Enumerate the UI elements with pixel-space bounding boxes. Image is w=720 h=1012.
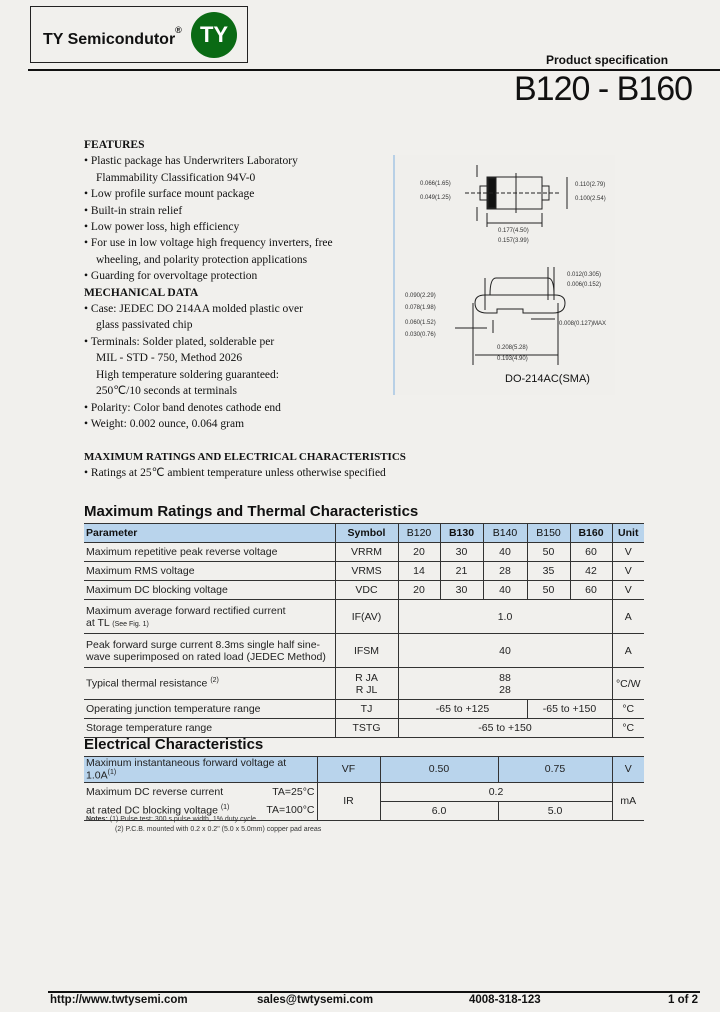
value-cell: 50 <box>527 543 570 562</box>
value-text: 88 <box>499 671 511 684</box>
value-cell: 20 <box>398 543 440 562</box>
value-cell: 40 <box>483 543 527 562</box>
mech-item: • Case: JEDEC DO 214AA molded plastic over <box>84 303 303 316</box>
unit-cell: V <box>612 581 644 600</box>
param-cell: Maximum DC blocking voltage <box>84 581 335 600</box>
dim-label: 0.208(5.28) <box>497 345 528 351</box>
param-cell: Operating junction temperature range <box>84 700 335 719</box>
table-row <box>84 600 644 634</box>
dim-label: 0.110(2.79) <box>575 182 606 188</box>
value-cell: 1.0 <box>398 600 612 634</box>
symbol-text: R JL <box>355 683 378 696</box>
param-cell <box>84 600 335 634</box>
table-row <box>84 562 644 581</box>
ratings-heading: MAXIMUM RATINGS AND ELECTRICAL CHARACTERISTICS <box>84 451 406 463</box>
symbol-cell: VDC <box>335 581 398 600</box>
unit-cell: A <box>612 634 644 668</box>
max-ratings-table <box>84 523 644 738</box>
param-cell: Maximum RMS voltage <box>84 562 335 581</box>
symbol-cell: VRMS <box>335 562 398 581</box>
table-row <box>84 634 644 668</box>
col-header: B150 <box>527 524 570 543</box>
symbol-cell: IFSM <box>335 634 398 668</box>
unit-cell: V <box>612 562 644 581</box>
mech-item: • Terminals: Solder plated, solderable per <box>84 335 275 348</box>
table-row <box>84 782 644 801</box>
feature-item: Flammability Classification 94V-0 <box>96 171 256 184</box>
col-header: B140 <box>483 524 527 543</box>
feature-item: • Low power loss, high efficiency <box>84 221 240 234</box>
table-row <box>84 543 644 562</box>
page-title: B120 - B160 <box>514 70 693 108</box>
footnote-ref: (1) <box>220 804 230 811</box>
dim-label: 0.100(2.54) <box>575 196 606 202</box>
param-cell: Maximum repetitive peak reverse voltage <box>84 543 335 562</box>
dim-label: 0.030(0.76) <box>405 332 436 338</box>
value-cell: 30 <box>440 581 483 600</box>
logo-mark: TY <box>191 12 237 58</box>
unit-cell: °C <box>612 700 644 719</box>
param-cell <box>84 668 335 700</box>
param-text: at TL <box>86 616 110 629</box>
feature-item: wheeling, and polarity protection applications <box>96 253 308 266</box>
note-item: (2) P.C.B. mounted with 0.2 x 0.2" (5.0 x 5.0mm) copper pad areas <box>115 826 322 833</box>
unit-cell: mA <box>612 782 644 820</box>
note-item: (1) Pulse test: 300 s pulse width, 1% duty cycle <box>109 816 257 823</box>
unit-cell: V <box>612 757 644 783</box>
dim-label: 0.006(0.152) <box>567 282 602 288</box>
symbol-cell: TJ <box>335 700 398 719</box>
value-cell <box>398 668 612 700</box>
mechanical-heading: MECHANICAL DATA <box>84 286 199 299</box>
table-row <box>84 668 644 700</box>
value-cell: 42 <box>570 562 612 581</box>
dim-label: 0.193(4.90) <box>497 356 528 362</box>
condition-cell: TA=100°C <box>252 801 317 820</box>
symbol-text: R JA <box>355 671 378 684</box>
symbol-cell: IR <box>317 782 380 820</box>
param-cell: Storage temperature range <box>84 719 335 738</box>
symbol-cell <box>335 668 398 700</box>
param-text: Typical thermal resistance <box>86 677 208 690</box>
footer-url[interactable]: http://www.twtysemi.com <box>50 994 188 1006</box>
param-cell <box>84 634 335 668</box>
dim-label: 0.012(0.305) <box>567 272 602 278</box>
col-header: B130 <box>440 524 483 543</box>
dim-label: 0.049(1.25) <box>420 195 451 201</box>
unit-cell: A <box>612 600 644 634</box>
param-note: (See Fig. 1) <box>112 620 149 628</box>
condition-cell: TA=25°C <box>252 782 317 801</box>
value-cell: 40 <box>398 634 612 668</box>
value-cell: 35 <box>527 562 570 581</box>
mech-item: MIL - STD - 750, Method 2026 <box>96 352 243 365</box>
value-cell: 30 <box>440 543 483 562</box>
company-logo <box>30 6 248 63</box>
symbol-cell: VF <box>317 757 380 783</box>
table-row <box>84 581 644 600</box>
value-cell: -65 to +150 <box>527 700 612 719</box>
notes-label: Notes: <box>86 816 108 823</box>
value-cell: 50 <box>527 581 570 600</box>
table1-title: Maximum Ratings and Thermal Characteristics <box>84 503 419 520</box>
value-cell: 0.75 <box>498 757 612 783</box>
electrical-table <box>84 756 644 821</box>
param-text: Peak forward surge current 8.3ms single half sine- <box>86 638 321 651</box>
value-cell: 14 <box>398 562 440 581</box>
registered-mark: ® <box>175 25 182 35</box>
col-header: Parameter <box>84 524 335 543</box>
dim-label: 0.060(1.52) <box>405 320 436 326</box>
dim-label: 0.157(3.99) <box>498 238 529 244</box>
feature-item: • Low profile surface mount package <box>84 188 255 201</box>
table-header-row <box>84 524 644 543</box>
value-cell: 6.0 <box>380 801 498 820</box>
value-cell: 5.0 <box>498 801 612 820</box>
value-cell: 0.2 <box>380 782 612 801</box>
col-header: Unit <box>612 524 644 543</box>
footnote-ref: (1) <box>107 769 117 776</box>
param-text: Maximum instantaneous forward voltage at 1.0A <box>86 757 287 782</box>
param-text: at rated DC blocking voltage <box>86 804 218 817</box>
notes <box>86 815 321 835</box>
dim-label: 0.177(4.50) <box>498 228 529 234</box>
dim-label: 0.090(2.29) <box>405 293 436 299</box>
value-cell: 0.50 <box>380 757 498 783</box>
feature-item: • For use in low voltage high frequency inverters, free <box>84 237 333 250</box>
param-text: Maximum average forward rectified current <box>86 604 286 617</box>
table-row <box>84 700 644 719</box>
page-number: 1 of 2 <box>668 994 699 1006</box>
param-cell: Maximum DC reverse current <box>84 782 252 801</box>
col-header: B160 <box>570 524 612 543</box>
table-row <box>84 757 644 783</box>
value-cell: -65 to +150 <box>398 719 612 738</box>
table-row <box>84 719 644 738</box>
param-cell <box>84 757 317 783</box>
mech-item: High temperature soldering guaranteed: <box>96 368 279 381</box>
feature-item: • Built-in strain relief <box>84 204 183 217</box>
value-cell: 28 <box>483 562 527 581</box>
value-text: 28 <box>499 683 511 696</box>
symbol-cell: IF(AV) <box>335 600 398 634</box>
mech-item: glass passivated chip <box>96 319 193 332</box>
product-specification: Product specification <box>546 53 669 67</box>
value-cell: 60 <box>570 581 612 600</box>
symbol-cell: TSTG <box>335 719 398 738</box>
dim-label: 0.008(0.127)MAX <box>559 321 607 327</box>
feature-item: • Plastic package has Underwriters Laboratory <box>84 155 298 168</box>
footer-email[interactable]: sales@twtysemi.com <box>257 994 374 1006</box>
unit-cell: °C <box>612 719 644 738</box>
company-name <box>43 25 182 49</box>
features-heading: FEATURES <box>84 139 145 151</box>
unit-cell: °C/W <box>612 668 644 700</box>
value-cell: 20 <box>398 581 440 600</box>
mech-item: • Weight: 0.002 ounce, 0.064 gram <box>84 417 245 430</box>
dim-label: 0.078(1.98) <box>405 305 436 311</box>
footnote-ref: (2) <box>210 677 219 685</box>
package-diagram <box>393 155 615 395</box>
value-cell: 40 <box>483 581 527 600</box>
ratings-text: • Ratings at 25℃ ambient temperature unless otherwise specified <box>84 467 386 479</box>
value-cell: -65 to +125 <box>398 700 527 719</box>
value-cell: 21 <box>440 562 483 581</box>
feature-item: • Guarding for overvoltage protection <box>84 270 258 283</box>
footer-rule <box>48 991 700 993</box>
ratings-note <box>84 449 406 481</box>
package-name: DO-214AC(SMA) <box>505 373 590 385</box>
mech-item: 250℃/10 seconds at terminals <box>96 385 237 398</box>
company-name-text: TY Semicondutor <box>43 31 176 48</box>
footer-phone: 4008-318-123 <box>469 994 541 1006</box>
unit-cell: V <box>612 543 644 562</box>
symbol-cell: VRRM <box>335 543 398 562</box>
param-text: wave superimposed on rated load (JEDEC Method) <box>86 650 326 663</box>
dim-label: 0.066(1.65) <box>420 181 451 187</box>
col-header: Symbol <box>335 524 398 543</box>
value-cell: 60 <box>570 543 612 562</box>
table2-title: Electrical Characteristics <box>84 736 264 753</box>
col-header: B120 <box>398 524 440 543</box>
mech-item: • Polarity: Color band denotes cathode end <box>84 401 281 414</box>
features-section <box>84 137 333 432</box>
